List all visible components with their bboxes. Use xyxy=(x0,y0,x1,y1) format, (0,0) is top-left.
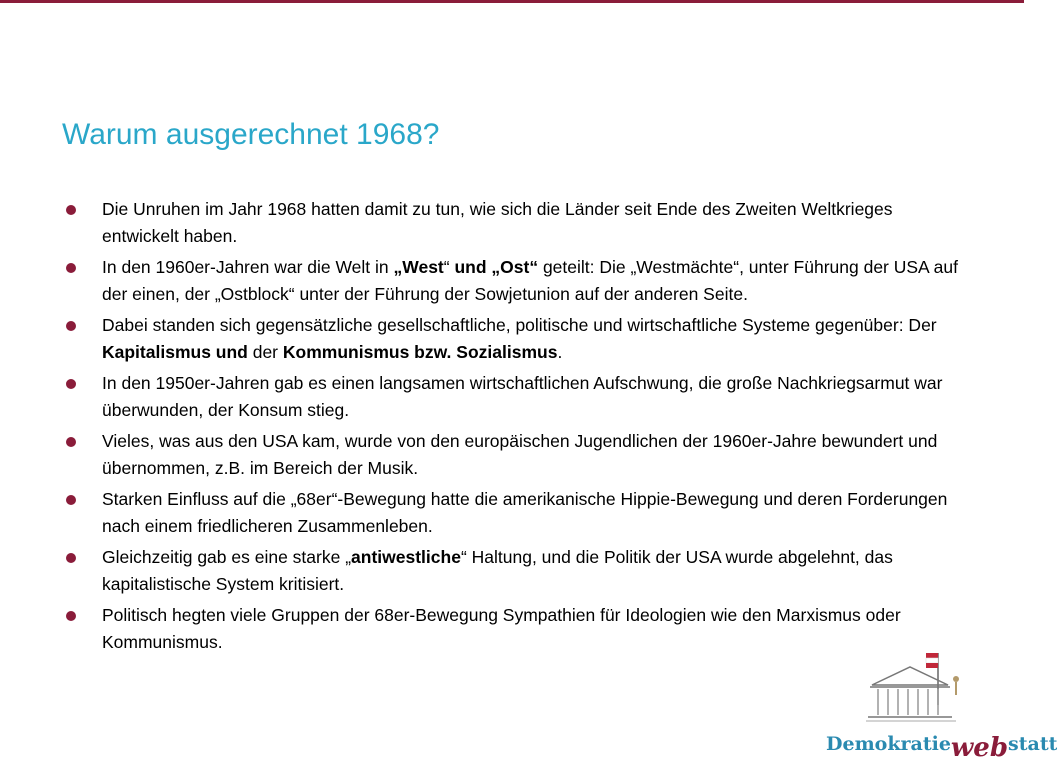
bullet-item xyxy=(66,196,966,250)
bullet-item xyxy=(66,312,966,366)
bullet-dot-icon xyxy=(66,379,76,389)
bullet-text-bold: Kommunismus bzw. Sozialismus xyxy=(282,342,558,362)
bullet-text-bold: „West xyxy=(393,257,444,277)
bullet-text: In den 1950er-Jahren gab es einen langsamen wirtschaftlichen Aufschwung, die große Nachkriegsarmut war überwunden, der Konsum stieg. xyxy=(102,373,943,420)
bullet-dot-icon xyxy=(66,205,76,215)
bullet-text: Gleichzeitig gab es eine starke „ xyxy=(102,547,352,567)
slide-title: Warum ausgerechnet 1968? xyxy=(62,118,440,152)
logo-wordmark xyxy=(826,727,1057,763)
bullet-text-bold: und „Ost“ xyxy=(454,257,539,277)
bullet-dot-icon xyxy=(66,263,76,273)
bullet-text: Dabei standen sich gegensätzliche gesellschaftliche, politische und wirtschaftliche Systeme gegenüber: Der xyxy=(102,315,937,335)
bullet-dot-icon xyxy=(66,611,76,621)
bullet-text: geteilt: Die „Westmächte“, unter Führung der USA auf der einen, der „Ostblock“ unter der Führung der Sowjetunion auf der anderen Seite. xyxy=(102,257,958,304)
bullet-text-bold: Kapitalismus und xyxy=(102,342,248,362)
logo-text-demokratie: Demokratie xyxy=(826,733,951,755)
bullet-text: In den 1960er-Jahren war die Welt in xyxy=(102,257,394,277)
bullet-text: . xyxy=(557,342,563,362)
bullet-text-bold: antiwestliche xyxy=(351,547,461,567)
bullet-dot-icon xyxy=(66,553,76,563)
bullet-text: Politisch hegten viele Gruppen der 68er-Bewegung Sympathien für Ideologien wie den Marxismus oder Kommunismus. xyxy=(102,605,901,652)
bullet-text: Vieles, was aus den USA kam, wurde von den europäischen Jugendlichen der 1960er-Jahre bewundert und übernommen, z.B. im Bereich der Musik. xyxy=(102,431,938,478)
bullet-text: “ Haltung, und die Politik der USA wurde abgelehnt, das kapitalistische System kritisiert. xyxy=(102,547,893,594)
bullet-dot-icon xyxy=(66,321,76,331)
bullet-text: Die Unruhen im Jahr 1968 hatten damit zu tun, wie sich die Länder seit Ende des Zweiten Weltkrieges entwickelt haben. xyxy=(102,199,893,246)
bullet-text: der xyxy=(247,342,283,362)
bullet-dot-icon xyxy=(66,495,76,505)
bullet-item xyxy=(66,486,966,540)
bullet-item xyxy=(66,428,966,482)
bullet-text: Starken Einfluss auf die „68er“-Bewegung hatte die amerikanische Hippie-Bewegung und deren Forderungen nach einem friedlicheren Zusammenleben. xyxy=(102,489,948,536)
parliament-icon xyxy=(866,645,976,725)
logo-text-statt: statt xyxy=(1008,733,1057,755)
bullet-item xyxy=(66,254,966,308)
bullet-list xyxy=(66,196,966,660)
top-rule xyxy=(0,0,1024,3)
bullet-text: “ xyxy=(443,257,455,277)
logo-text-web: web xyxy=(950,733,1009,763)
bullet-item xyxy=(66,544,966,598)
bullet-dot-icon xyxy=(66,437,76,447)
demokratiewebstatt-logo xyxy=(822,645,1057,763)
bullet-item xyxy=(66,370,966,424)
